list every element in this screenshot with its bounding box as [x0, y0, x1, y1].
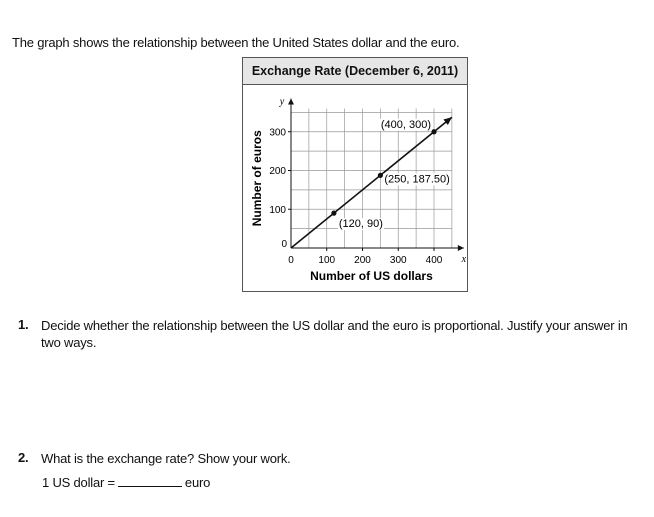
x-tick-label: 200 — [354, 255, 371, 266]
x-axis-label: Number of US dollars — [310, 269, 433, 283]
data-point-label: (250, 187.50) — [384, 173, 450, 186]
data-point-label: (120, 90) — [338, 218, 383, 231]
y-axis-arrow — [288, 99, 294, 105]
rate-left-text: 1 US dollar = — [42, 475, 115, 490]
question-2-text: What is the exchange rate? Show your work. — [41, 451, 291, 466]
y-tick-label: 100 — [269, 204, 286, 216]
origin-y-label: 0 — [281, 239, 287, 250]
answer-blank[interactable] — [118, 475, 182, 487]
question-1-number: 1. — [18, 317, 29, 332]
intro-text: The graph shows the relationship between the United States dollar and the euro. — [12, 35, 460, 50]
x-tick-label: 100 — [318, 255, 336, 266]
x-axis-arrow — [458, 245, 464, 251]
question-1-text: Decide whether the relationship between the US dollar and the euro is proportional. Justify your answer in two ways. — [41, 318, 628, 350]
rate-right-text: euro — [184, 475, 211, 490]
origin-x-label: 0 — [288, 255, 294, 266]
data-point-label: (400, 300) — [380, 118, 431, 131]
data-point — [431, 129, 436, 134]
figure-title: Exchange Rate (December 6, 2011) — [243, 58, 467, 85]
y-tick-label: 300 — [269, 127, 286, 139]
question-2-number: 2. — [18, 450, 29, 465]
question-1 — [18, 317, 628, 350]
data-point — [331, 211, 336, 216]
x-tick-label: 300 — [389, 255, 407, 266]
y-axis-label: Number of euros — [250, 130, 264, 227]
x-axis-symbol: x — [461, 254, 467, 265]
exchange-rate-answer-line — [42, 475, 210, 490]
y-axis-symbol: y — [279, 96, 285, 108]
y-tick-label: 200 — [269, 166, 286, 177]
x-tick-label: 400 — [425, 255, 443, 266]
exchange-rate-figure — [242, 57, 468, 292]
question-2 — [18, 450, 291, 466]
exchange-rate-chart — [243, 85, 467, 291]
data-point — [378, 173, 383, 178]
